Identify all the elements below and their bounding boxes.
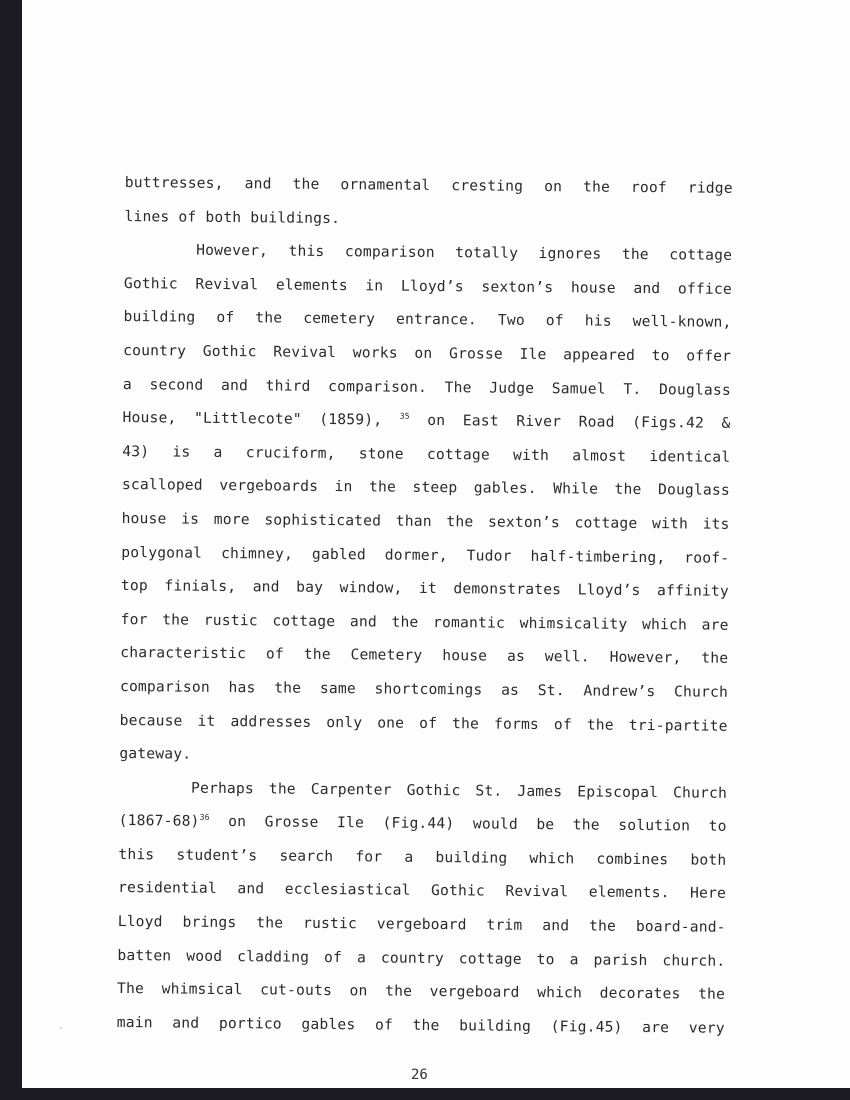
- footnote-ref: 35: [399, 411, 410, 421]
- text-line: Lloyd brings the rustic vergeboard trim and the board-and-: [117, 913, 726, 936]
- text-line: lines of both buildings.: [124, 207, 341, 227]
- text-line: house is more sophisticated than the sexton’s cottage with its: [121, 509, 730, 533]
- text-line: Perhaps the Carpenter Gothic St. James Episcopal Church: [190, 779, 728, 802]
- text-line: building of the cemetery entrance. Two of his well-known,: [123, 308, 732, 332]
- text-line: batten wood cladding of a country cottage to a parish church.: [117, 946, 726, 970]
- text-line: polygonal chimney, gabled dormer, Tudor half-timbering, roof-: [121, 543, 730, 567]
- text-line-with-footnote: [122, 401, 730, 440]
- text-line: characteristic of the Cemetery house as well. However, the: [120, 644, 729, 668]
- text-line: main and portico gables of the building (Fig.45) are very: [116, 1013, 725, 1037]
- text-line: scalloped vergeboards in the steep gables. While the Douglass: [121, 476, 730, 500]
- text-line: for the rustic cottage and the romantic whimsicality which are: [120, 610, 729, 634]
- text-line: buttresses, and the ornamental cresting on the roof ridge: [124, 173, 733, 197]
- text-segment: on Grosse Ile (Fig.44) would be the solution to: [228, 813, 727, 836]
- text-line-with-footnote: [119, 804, 727, 843]
- text-line: However, this comparison totally ignores the cottage: [196, 241, 733, 265]
- text-segment: (1867-68): [118, 812, 200, 831]
- text-line: comparison has the same shortcomings as St. Andrew’s Church: [119, 677, 729, 701]
- text-line: gateway.: [119, 745, 192, 763]
- text-segment: House, "Littlecote" (1859),: [122, 409, 383, 429]
- scan-border-bottom: [0, 1088, 850, 1100]
- text-line: residential and ecclesiastical Gothic Revival elements. Here: [117, 879, 727, 903]
- text-line: Gothic Revival elements in Lloyd’s sexton’s house and office: [123, 274, 732, 298]
- text-line: country Gothic Revival works on Grosse Ile appeared to offer: [123, 341, 732, 365]
- text-line: this student’s search for a building which combines both: [118, 845, 727, 869]
- text-segment: on East River Road (Figs.42 &: [427, 412, 731, 432]
- body-text: [117, 166, 733, 1045]
- text-line: 43) is a cruciform, stone cottage with almost identical: [122, 442, 731, 466]
- scan-border-left: [0, 0, 22, 1100]
- page-number: 26: [411, 1067, 428, 1083]
- text-line: because it addresses only one of the forms of the tri-partite: [119, 711, 728, 735]
- text-line: The whimsical cut-outs on the vergeboard which decorates the: [117, 980, 726, 1004]
- text-line: top finials, and bay window, it demonstrates Lloyd’s affinity: [120, 577, 730, 600]
- text-line: a second and third comparison. The Judge Samuel T. Douglass: [122, 375, 731, 399]
- footnote-ref: 36: [199, 813, 210, 823]
- scan-speck: [60, 1027, 62, 1029]
